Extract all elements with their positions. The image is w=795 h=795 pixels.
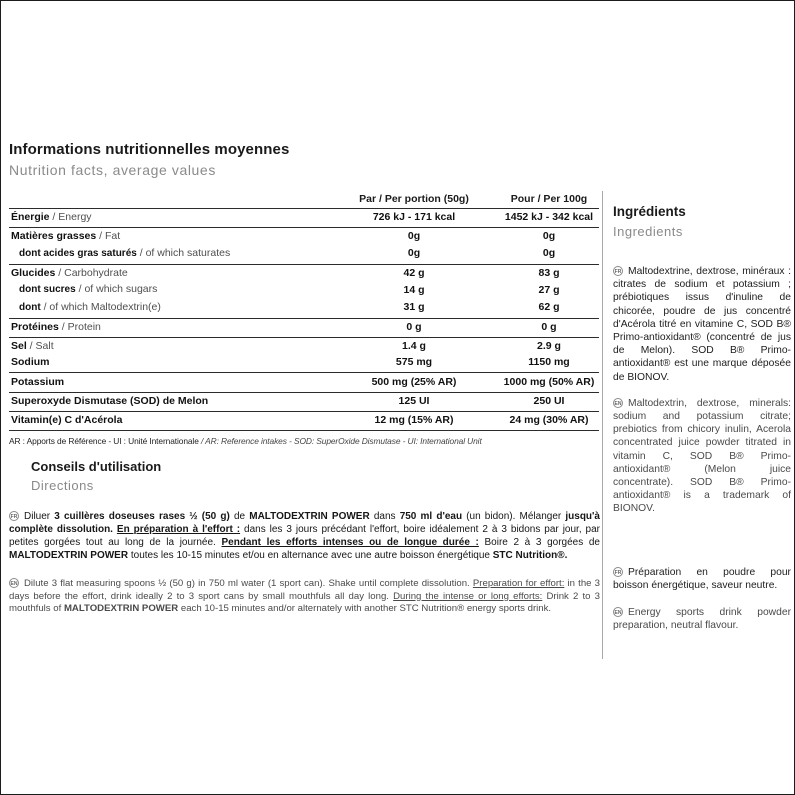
table-row <box>9 265 599 281</box>
row-label-fr: Superoxyde Dismutase (SOD) de Melon <box>11 394 209 407</box>
row-label <box>9 230 329 242</box>
en-language-badge-icon: EN <box>9 578 19 588</box>
row-value-100g: 83 g <box>538 266 560 279</box>
table-footnote-fr: AR : Apports de Référence - UI : Unité Internationale <box>9 436 199 446</box>
directions-en-text: Dilute 3 flat measuring spoons ½ (50 g) in 750 ml water (1 sport can). Shake until complete dissolution. Preparation for effort: in the 3 days before the effort, drink ideally 2 to 3 sport cans by small mouthfuls all day long. During the intense or long efforts: Drink 2 to 3 mouthfuls of MALTODEXTRIN POWER each 10-15 minutes and/or alternately with another STC Nutrition® energy sports drink. <box>9 578 601 614</box>
row-label-fr: Vitamin(e) C d'Acérola <box>11 414 123 426</box>
row-value-100g: 27 g <box>538 283 560 296</box>
row-value-portion: 42 g <box>403 266 425 279</box>
nutrition-title-en: Nutrition facts, average values <box>9 162 216 178</box>
row-value-100g: 0g <box>542 247 556 260</box>
directions-en-paragraph <box>9 578 600 616</box>
ingredients-title-en: Ingredients <box>613 224 683 239</box>
nutrition-table-header <box>9 193 599 209</box>
directions-fr-paragraph <box>9 510 600 562</box>
table-row <box>9 319 599 338</box>
ingredients-en-text: Maltodextrin, dextrose, minerals: sodium and potassium citrate; prebiotics from chicory inulin, Acerola concentrated juice powder titrated in vitamin C, SOD B® Primo-antioxidant® (Melon juice concentrate). SOD B® Primo-antioxidant® is a trademark of BIONOV. <box>613 397 791 515</box>
column-header-portion: Par / Per portion (50g) <box>359 193 469 205</box>
row-value-100g: 0 g <box>541 320 557 333</box>
column-header-100g: Pour / Per 100g <box>510 193 588 205</box>
row-label-fr: dont <box>19 301 41 313</box>
row-label-fr: Potassium <box>11 375 65 388</box>
table-row <box>9 412 599 431</box>
row-value-portion: 726 kJ - 171 kcal <box>372 211 456 224</box>
row-label-fr: Matières grasses <box>11 230 97 243</box>
table-row <box>9 393 599 412</box>
product-description-en-text: Energy sports drink powder preparation, neutral flavour. <box>613 607 791 632</box>
directions-fr-text: Diluer 3 cuillères doseuses rases ½ (50 g) de MALTODEXTRIN POWER dans 750 ml d'eau (un bidon). Mélanger jusqu'à complète dissolution. En préparation à l'effort : dans les 3 jours précédant l'effort, boire idéalement 2 à 3 bidons par jour, par petites gorgées tout au long de la journée. Pendant les efforts intenses ou de longue durée : Boire 2 à 3 gorgées de MALTODEXTRIN POWER toutes les 10-15 minutes et/ou en alternance avec une autre boisson énergétique STC Nutrition®. <box>9 511 600 561</box>
row-label-fr: Sel <box>11 340 27 353</box>
row-label-fr: Sodium <box>11 356 50 369</box>
product-description-fr <box>613 566 791 592</box>
row-label-en: / of which sugars <box>75 283 158 296</box>
row-label <box>9 414 329 426</box>
fr-language-badge-icon: FR <box>613 266 623 276</box>
row-value-100g: 62 g <box>538 301 560 314</box>
row-label <box>9 376 329 388</box>
row-label-fr: Protéines <box>11 320 59 333</box>
row-value-portion: 0g <box>407 230 421 243</box>
product-description-fr-text: Préparation en poudre pour boisson énergétique, saveur neutre. <box>613 566 791 591</box>
row-label-en: / Fat <box>96 230 121 243</box>
table-footnote <box>9 436 599 446</box>
row-label-en: / Carbohydrate <box>55 266 128 279</box>
nutrition-table <box>9 193 599 446</box>
row-label-en: / of which saturates <box>136 246 231 259</box>
row-value-portion: 12 mg (15% AR) <box>374 414 454 426</box>
table-footnote-en: / AR: Reference intakes - SOD: SuperOxide Dismutase - UI: International Unit <box>198 436 482 446</box>
row-value-100g: 1452 kJ - 342 kcal <box>504 211 594 224</box>
ingredients-title-fr: Ingrédients <box>613 204 686 219</box>
row-value-portion: 125 UI <box>398 394 430 407</box>
nutrition-title-fr: Informations nutritionnelles moyennes <box>9 141 290 158</box>
row-value-100g: 1150 mg <box>528 356 570 369</box>
row-value-portion: 500 mg (25% AR) <box>371 375 457 388</box>
directions-title-fr: Conseils d'utilisation <box>31 459 162 474</box>
directions-section <box>9 459 600 616</box>
table-row <box>9 245 599 265</box>
row-value-portion: 14 g <box>403 283 425 296</box>
row-label <box>9 340 329 352</box>
row-label <box>9 267 329 279</box>
ingredients-fr-paragraph <box>613 265 791 384</box>
table-row <box>9 299 599 319</box>
fr-language-badge-icon: FR <box>613 567 623 577</box>
row-label-fr: dont acides gras saturés <box>19 247 137 259</box>
en-language-badge-icon: EN <box>613 398 623 408</box>
row-label-fr: dont sucres <box>19 284 76 296</box>
row-label <box>9 395 329 407</box>
fr-language-badge-icon: FR <box>9 511 19 521</box>
table-row <box>9 228 599 244</box>
row-label <box>9 356 329 368</box>
row-label-en: / Energy <box>49 211 92 224</box>
row-label-en: / Protein <box>58 320 101 333</box>
row-value-100g: 2.9 g <box>537 340 561 353</box>
row-label <box>9 211 329 223</box>
row-value-100g: 24 mg (30% AR) <box>509 414 589 426</box>
row-value-portion: 0 g <box>406 320 422 333</box>
row-label <box>9 247 329 260</box>
ingredients-en-paragraph <box>613 397 791 516</box>
table-row <box>9 354 599 373</box>
table-row <box>9 209 599 228</box>
en-language-badge-icon: EN <box>613 607 623 617</box>
row-value-portion: 575 mg <box>395 356 433 369</box>
row-label-en: / of which Maltodextrin(e) <box>40 300 161 313</box>
ingredients-fr-text: Maltodextrine, dextrose, minéraux : citrates de sodium et potassium ; prébiotiques issus d'inuline de chicorée, poudre de jus concentré d'Acérola titré en vitamine C, SOD B® Primo-antioxidant® (concentré de jus de Melon). SOD B® Primo-antioxidant® est une marque déposée de BIONOV. <box>613 266 791 383</box>
row-label <box>9 301 329 314</box>
product-description-en <box>613 606 791 632</box>
table-row <box>9 373 599 392</box>
ingredients-section <box>613 204 791 632</box>
row-label <box>9 321 329 333</box>
row-label-fr: Énergie <box>11 211 50 224</box>
row-value-100g: 0g <box>542 230 556 243</box>
nutrition-table-body <box>9 209 599 431</box>
row-value-100g: 1000 mg (50% AR) <box>503 375 595 388</box>
row-value-100g: 250 UI <box>533 394 565 407</box>
row-label-fr: Glucides <box>11 266 56 279</box>
row-value-portion: 31 g <box>403 301 425 314</box>
directions-title-en: Directions <box>31 478 94 493</box>
row-label-en: / Salt <box>26 340 54 353</box>
row-label <box>9 283 329 296</box>
table-row <box>9 338 599 354</box>
vertical-divider <box>602 191 603 659</box>
nutrition-header <box>9 141 289 178</box>
table-row <box>9 281 599 298</box>
row-value-portion: 0g <box>407 247 421 260</box>
row-value-portion: 1.4 g <box>402 340 426 353</box>
